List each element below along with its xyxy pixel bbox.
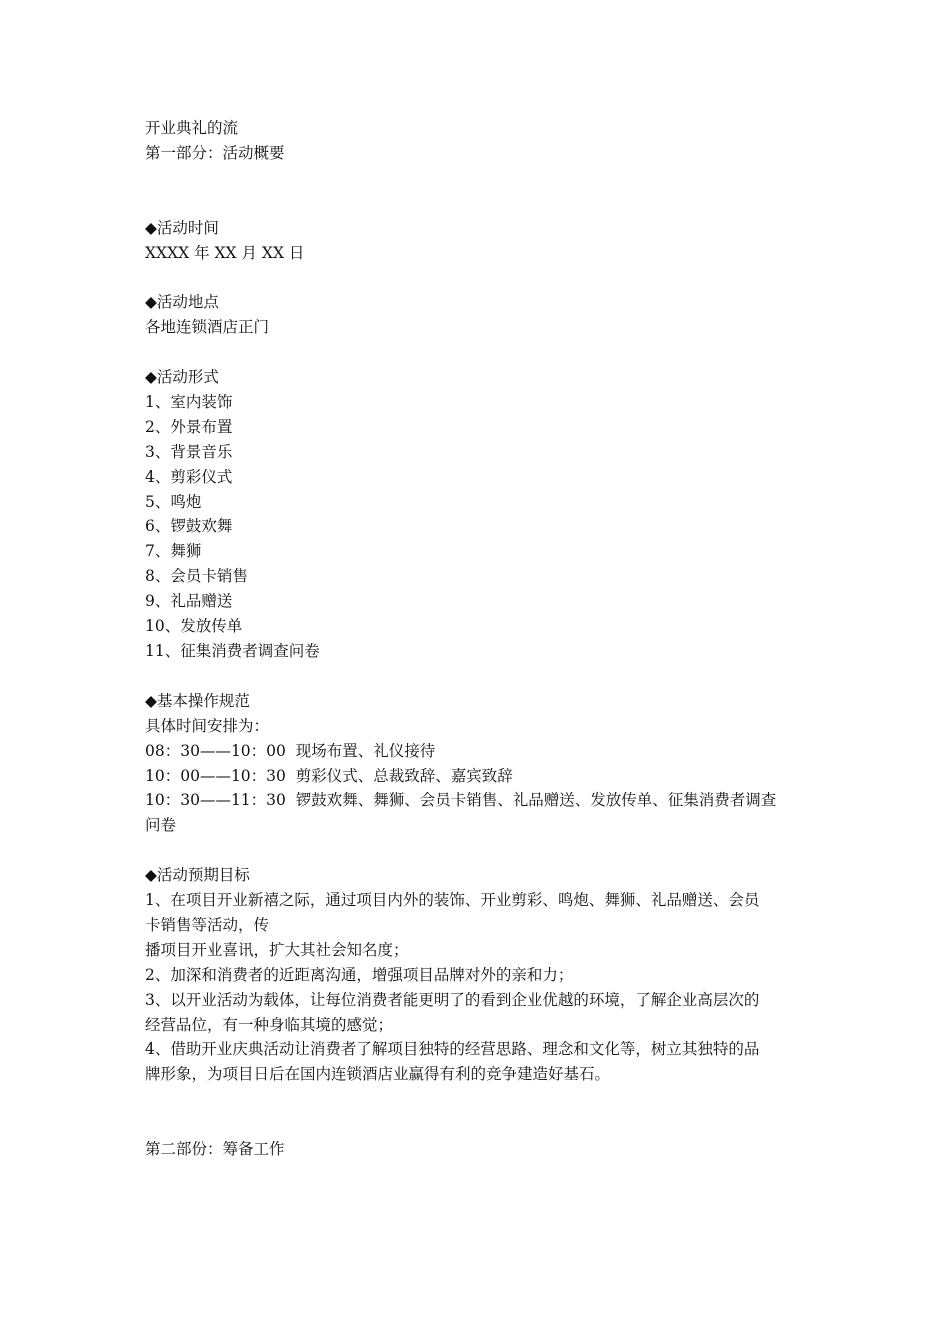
goal-line: 4、借助开业庆典活动让消费者了解项目独特的经营思路、理念和文化等，树立其独特的品 — [145, 1040, 760, 1059]
section-heading-place — [145, 290, 810, 315]
spacer — [145, 166, 810, 216]
place-value: 各地连锁酒店正门 — [145, 318, 270, 337]
part1-title: 第一部分：活动概要 — [145, 143, 285, 162]
diamond-bullet-icon: ◆ — [145, 368, 157, 387]
section-heading-goals — [145, 863, 810, 888]
schedule-line: 10：30——11：30 锣鼓欢舞、舞狮、会员卡销售、礼品赠送、发放传单、征集消费者调查 — [145, 791, 777, 810]
section-heading-time — [145, 216, 810, 241]
goal-line: 3、以开业活动为载体，让每位消费者能更明了的看到企业优越的环境，了解企业高层次的 — [145, 990, 760, 1009]
form-list-item: 5、鸣炮 — [145, 492, 202, 511]
goal-line: 1、在项目开业新禧之际，通过项目内外的装饰、开业剪彩、鸣炮、舞狮、礼品赠送、会员 — [145, 891, 760, 910]
form-list-item: 11、征集消费者调查问卷 — [145, 641, 320, 660]
diamond-bullet-icon: ◆ — [145, 218, 157, 237]
spacer — [145, 340, 810, 365]
goal-line: 2、加深和消费者的近距离沟通，增强项目品牌对外的亲和力； — [145, 965, 574, 984]
form-list-item: 9、礼品赠送 — [145, 592, 233, 611]
spacer — [145, 1087, 810, 1137]
diamond-bullet-icon: ◆ — [145, 293, 157, 312]
section-heading-ops — [145, 689, 810, 714]
diamond-bullet-icon: ◆ — [145, 866, 157, 885]
document-title: 开业典礼的流 — [145, 119, 239, 137]
part2-title: 第二部份：筹备工作 — [145, 1140, 285, 1159]
section-heading-text: 活动预期目标 — [156, 866, 250, 885]
form-list-item: 6、锣鼓欢舞 — [145, 517, 233, 536]
goal-line: 牌形象，为项目日后在国内连锁酒店业赢得有利的竞争建造好基石。 — [145, 1065, 611, 1084]
form-list-item: 2、外景布置 — [145, 417, 233, 436]
section-heading-text: 基本操作规范 — [156, 691, 250, 710]
section-heading-text: 活动时间 — [156, 218, 219, 237]
section-heading-text: 活动形式 — [156, 368, 219, 387]
diamond-bullet-icon: ◆ — [145, 691, 157, 710]
form-list-item: 1、室内装饰 — [145, 392, 233, 411]
spacer — [145, 838, 810, 863]
form-list-item: 8、会员卡销售 — [145, 567, 248, 586]
form-list-item: 10、发放传单 — [145, 617, 243, 636]
schedule-line: 08：30——10：00 现场布置、礼仪接待 — [145, 741, 436, 760]
goal-line: 播项目开业喜讯，扩大其社会知名度； — [145, 940, 409, 959]
schedule-line: 问卷 — [145, 816, 177, 835]
spacer — [145, 265, 810, 290]
section-heading-form — [145, 365, 810, 390]
time-value: XXXX 年 XX 月 XX 日 — [145, 243, 305, 262]
section-heading-text: 活动地点 — [156, 293, 219, 312]
goal-line: 经营品位，有一种身临其境的感觉； — [145, 1015, 394, 1034]
spacer — [145, 664, 810, 689]
form-list-item: 7、舞狮 — [145, 542, 202, 561]
schedule-line: 10：00——10：30 剪彩仪式、总裁致辞、嘉宾致辞 — [145, 766, 513, 785]
goal-line: 卡销售等活动，传 — [145, 915, 270, 934]
form-list-item: 3、背景音乐 — [145, 442, 233, 461]
form-list-item: 4、剪彩仪式 — [145, 467, 233, 486]
document-page — [145, 116, 810, 1162]
schedule-intro: 具体时间安排为： — [145, 716, 270, 735]
